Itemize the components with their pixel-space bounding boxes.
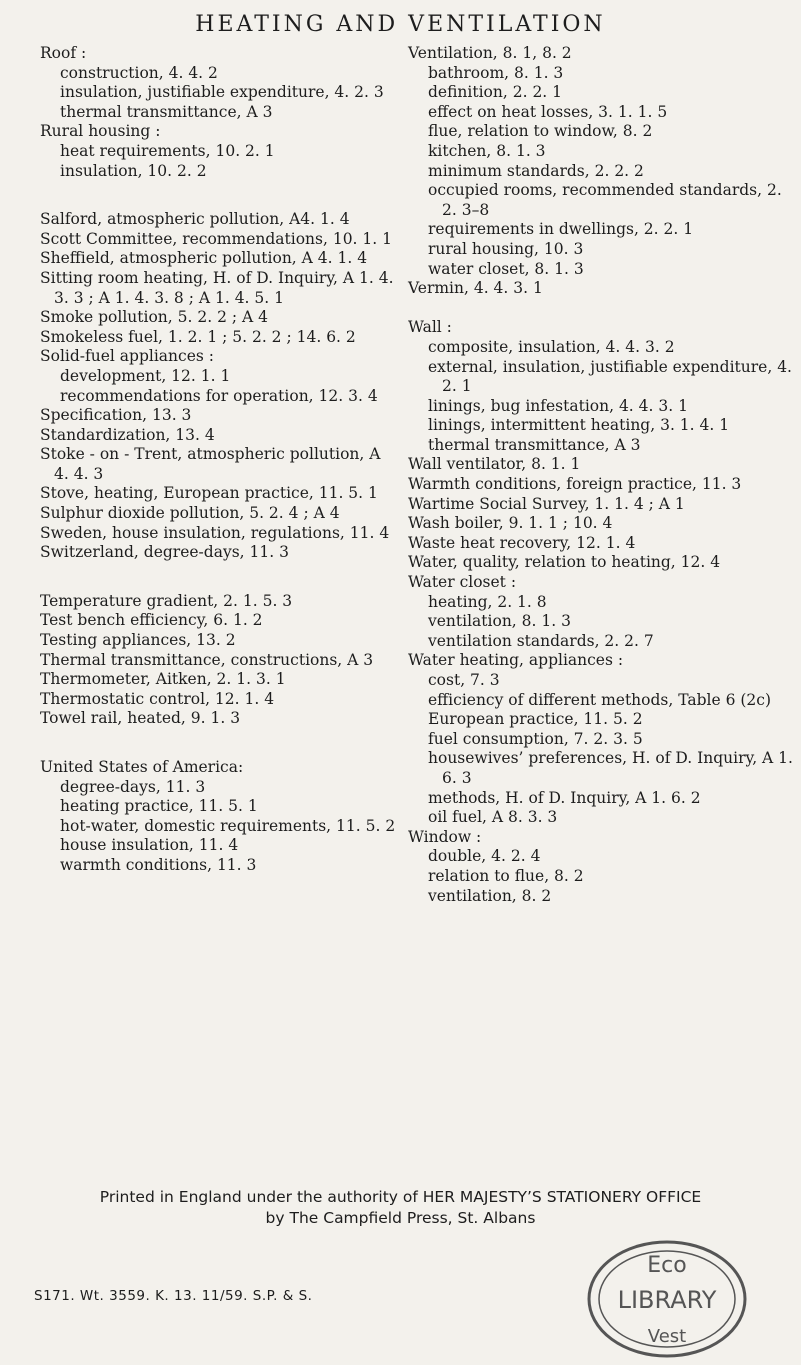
index-entry: Solid-fuel appliances :	[40, 347, 214, 366]
index-entry: Vermin, 4. 4. 3. 1	[408, 279, 543, 298]
spacer	[40, 729, 400, 758]
index-subentry: fuel consumption, 7. 2. 3. 5	[428, 729, 643, 748]
index-subentry: heating practice, 11. 5. 1	[60, 797, 258, 816]
index-subentry: requirements in dwellings, 2. 2. 1	[428, 220, 694, 239]
index-subentry: house insulation, 11. 4	[60, 836, 239, 855]
index-subentry: water closet, 8. 1. 3	[428, 259, 584, 278]
index-entry: United States of America:	[40, 758, 244, 776]
index-entry: Waste heat recovery, 12. 1. 4	[408, 533, 636, 552]
index-subentry: definition, 2. 2. 1	[428, 83, 563, 102]
index-subentry: linings, bug infestation, 4. 4. 3. 1	[428, 396, 688, 415]
index-entry: Sulphur dioxide pollution, 5. 2. 4 ; A 4	[40, 504, 340, 523]
index-entry: Towel rail, heated, 9. 1. 3	[40, 709, 241, 728]
index-column-left	[40, 44, 400, 876]
index-subentry: relation to flue, 8. 2	[428, 866, 584, 885]
index-subentry: European practice, 11. 5. 2	[428, 710, 643, 729]
index-entry: Scott Committee, recommendations, 10. 1. 1	[40, 229, 392, 248]
index-subentry: occupied rooms, recommended standards, 2. 2. 3–8	[428, 181, 782, 219]
index-subentry: degree-days, 11. 3	[60, 777, 206, 796]
index-subentry: insulation, 10. 2. 2	[60, 161, 207, 180]
index-subentry: oil fuel, A 8. 3. 3	[428, 808, 558, 827]
index-entry: Sitting room heating, H. of D. Inquiry, A 1. 4. 3. 3 ; A 1. 4. 3. 8 ; A 1. 4. 5. 1	[40, 268, 394, 307]
spacer	[40, 181, 400, 210]
index-entry: Sweden, house insulation, regulations, 11. 4	[40, 523, 390, 542]
index-subentry: ventilation, 8. 2	[428, 886, 552, 905]
index-entry: Salford, atmospheric pollution, A4. 1. 4	[40, 210, 350, 229]
index-entry: Wartime Social Survey, 1. 1. 4 ; A 1	[408, 494, 685, 513]
index-subentry: kitchen, 8. 1. 3	[428, 141, 546, 160]
index-entry: Thermostatic control, 12. 1. 4	[40, 689, 275, 708]
index-entry: Temperature gradient, 2. 1. 5. 3	[40, 591, 293, 610]
index-entry: Test bench efficiency, 6. 1. 2	[40, 611, 263, 630]
printer-footer	[0, 1187, 801, 1229]
index-entry: Thermal transmittance, constructions, A 3	[40, 650, 374, 669]
page-header: HEATING AND VENTILATION	[195, 12, 606, 37]
index-subentry: hot-water, domestic requirements, 11. 5. 2	[60, 816, 396, 835]
index-subentry: flue, relation to window, 8. 2	[428, 122, 653, 141]
index-subentry: warmth conditions, 11. 3	[60, 855, 257, 874]
index-entry: Rural housing :	[40, 122, 161, 141]
library-stamp	[585, 1238, 750, 1360]
stamp-bottom-text: Vest	[647, 1326, 687, 1347]
index-subentry: thermal transmittance, A 3	[428, 435, 641, 454]
index-subentry: efficiency of different methods, Table 6 (2c)	[428, 690, 772, 709]
index-subentry: insulation, justifiable expenditure, 4. 2. 3	[60, 83, 384, 102]
index-entry: Specification, 13. 3	[40, 406, 192, 425]
index-subentry: composite, insulation, 4. 4. 3. 2	[428, 337, 675, 356]
spacer	[40, 563, 400, 592]
index-entry: Wall ventilator, 8. 1. 1	[408, 455, 581, 474]
index-subentry: ventilation, 8. 1. 3	[428, 612, 571, 631]
stamp-top-text: Eco	[647, 1253, 687, 1278]
footer-line-2: by The Campfield Press, St. Albans	[265, 1209, 536, 1227]
index-entry: Water heating, appliances :	[408, 651, 624, 670]
footer-line-1: Printed in England under the authority of HER MAJESTY’S STATIONERY OFFICE	[99, 1188, 702, 1206]
index-subentry: external, insulation, justifiable expenditure, 4. 2. 1	[428, 357, 792, 396]
index-subentry: construction, 4. 4. 2	[60, 63, 218, 82]
print-code: S171. Wt. 3559. K. 13. 11/59. S.P. & S.	[34, 1288, 313, 1304]
index-subentry: thermal transmittance, A 3	[60, 102, 273, 121]
index-entry: Water, quality, relation to heating, 12. 4	[408, 553, 721, 572]
index-subentry: housewives’ preferences, H. of D. Inquiry, A 1. 6. 3	[428, 749, 793, 787]
index-entry: Ventilation, 8. 1, 8. 2	[408, 44, 572, 62]
index-entry: Wash boiler, 9. 1. 1 ; 10. 4	[408, 514, 613, 533]
index-entry: Testing appliances, 13. 2	[40, 631, 236, 650]
stamp-library-text: LIBRARY	[617, 1286, 717, 1314]
index-subentry: heating, 2. 1. 8	[428, 592, 547, 611]
index-entry: Sheffield, atmospheric pollution, A 4. 1. 4	[40, 249, 368, 268]
index-subentry: heat requirements, 10. 2. 1	[60, 141, 275, 160]
index-entry: Warmth conditions, foreign practice, 11. 3	[408, 475, 742, 494]
index-entry: Wall :	[408, 318, 452, 337]
index-entry: Standardization, 13. 4	[40, 425, 215, 444]
index-subentry: effect on heat losses, 3. 1. 1. 5	[428, 102, 668, 121]
index-entry: Thermometer, Aitken, 2. 1. 3. 1	[40, 670, 286, 689]
index-subentry: rural housing, 10. 3	[428, 239, 584, 258]
index-subentry: double, 4. 2. 4	[428, 847, 541, 866]
index-entry: Roof :	[40, 44, 87, 62]
index-subentry: ventilation standards, 2. 2. 7	[428, 631, 654, 650]
index-entry: Window :	[408, 827, 482, 846]
spacer	[408, 299, 793, 319]
index-subentry: minimum standards, 2. 2. 2	[428, 161, 644, 180]
index-subentry: bathroom, 8. 1. 3	[428, 63, 564, 82]
index-entry: Water closet :	[408, 573, 517, 592]
index-subentry: development, 12. 1. 1	[60, 366, 231, 385]
index-subentry: linings, intermittent heating, 3. 1. 4. 1	[428, 416, 730, 435]
index-subentry: methods, H. of D. Inquiry, A 1. 6. 2	[428, 788, 701, 807]
index-entry: Switzerland, degree-days, 11. 3	[40, 543, 289, 562]
index-entry: Stove, heating, European practice, 11. 5. 1	[40, 484, 378, 503]
index-column-right	[408, 44, 793, 906]
index-entry: Smoke pollution, 5. 2. 2 ; A 4	[40, 308, 268, 327]
index-entry: Smokeless fuel, 1. 2. 1 ; 5. 2. 2 ; 14. 6. 2	[40, 327, 356, 346]
index-subentry: recommendations for operation, 12. 3. 4	[60, 386, 378, 405]
index-subentry: cost, 7. 3	[428, 671, 500, 689]
index-entry: Stoke - on - Trent, atmospheric pollution, A 4. 4. 3	[40, 445, 381, 483]
